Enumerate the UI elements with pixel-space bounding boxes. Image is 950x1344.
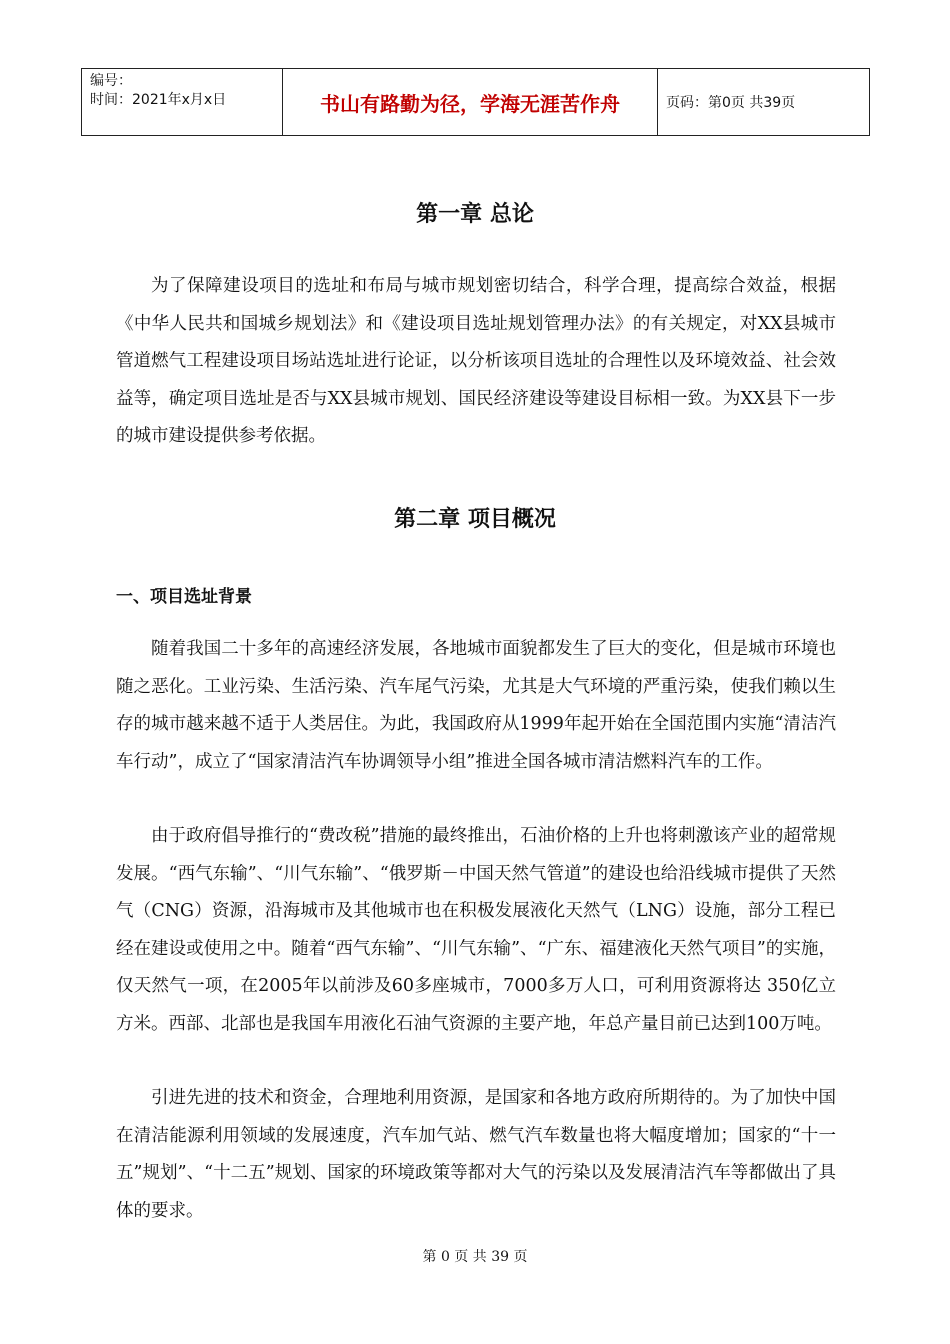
section1-title: 一、项目选址背景 — [116, 587, 252, 607]
header-motto: 书山有路勤为径，学海无涯苦作舟 — [283, 69, 658, 135]
body-paragraph-1: 随着我国二十多年的高速经济发展，各地城市面貌都发生了巨大的变化，但是城市环境也随之恶化。工业污染、生活污染、汽车尾气污染，尤其是大气环境的严重污染，使我们赖以生存的城市越来越不适于人类居住。为此，我国政府从1999年起开始在全国范围内实施“清洁汽车行动”，成立了“国家清洁汽车协调领导小组”推进全国各城市清洁燃料汽车的工作。 — [116, 639, 836, 772]
document-time-label: 时间：2021年x月x日 — [90, 92, 227, 108]
header-page-info: 页码：第0页 共39页 — [666, 95, 796, 111]
body-paragraph-3: 引进先进的技术和资金，合理地利用资源，是国家和各地方政府所期待的。为了加快中国在清洁能源利用领域的发展速度，汽车加气站、燃气汽车数量也将大幅度增加；国家的“十一五”规划”、“十二五”规划、国家的环境政策等都对大气的污染以及发展清洁汽车等都做出了具体的要求。 — [116, 1088, 836, 1221]
header-table — [81, 68, 870, 136]
page-footer: 第 0 页 共 39 页 — [422, 1249, 528, 1265]
chapter1-paragraph: 为了保障建设项目的选址和布局与城市规划密切结合，科学合理，提高综合效益，根据《中华人民共和国城乡规划法》和《建设项目选址规划管理办法》的有关规定，对XX县城市管道燃气工程建设项目场站选址进行论证，以分析该项目选址的合理性以及环境效益、社会效益等，确定项目选址是否与XX县城市规划、国民经济建设等建设目标相一致。为XX县下一步的城市建设提供参考依据。 — [116, 276, 836, 446]
body-paragraph-2: 由于政府倡导推行的“费改税”措施的最终推出，石油价格的上升也将刺激该产业的超常规发展。“西气东输”、“川气东输”、“俄罗斯－中国天然气管道”的建设也给沿线城市提供了天然气（CNG）资源，沿海城市及其他城市也在积极发展液化天然气（LNG）设施，部分工程已经在建设或使用之中。随着“西气东输”、“川气东输”、“广东、福建液化天然气项目”的实施，仅天然气一项，在2005年以前涉及60多座城市，7000多万人口，可利用资源将达 350亿立方米。西部、北部也是我国车用液化石油气资源的主要产地，年总产量目前已达到100万吨。 — [116, 826, 836, 1034]
chapter2-title: 第二章 项目概况 — [394, 507, 556, 532]
header-info-cell — [82, 69, 283, 135]
chapter1-title: 第一章 总论 — [416, 202, 534, 227]
document-number-label: 编号： — [90, 73, 132, 89]
